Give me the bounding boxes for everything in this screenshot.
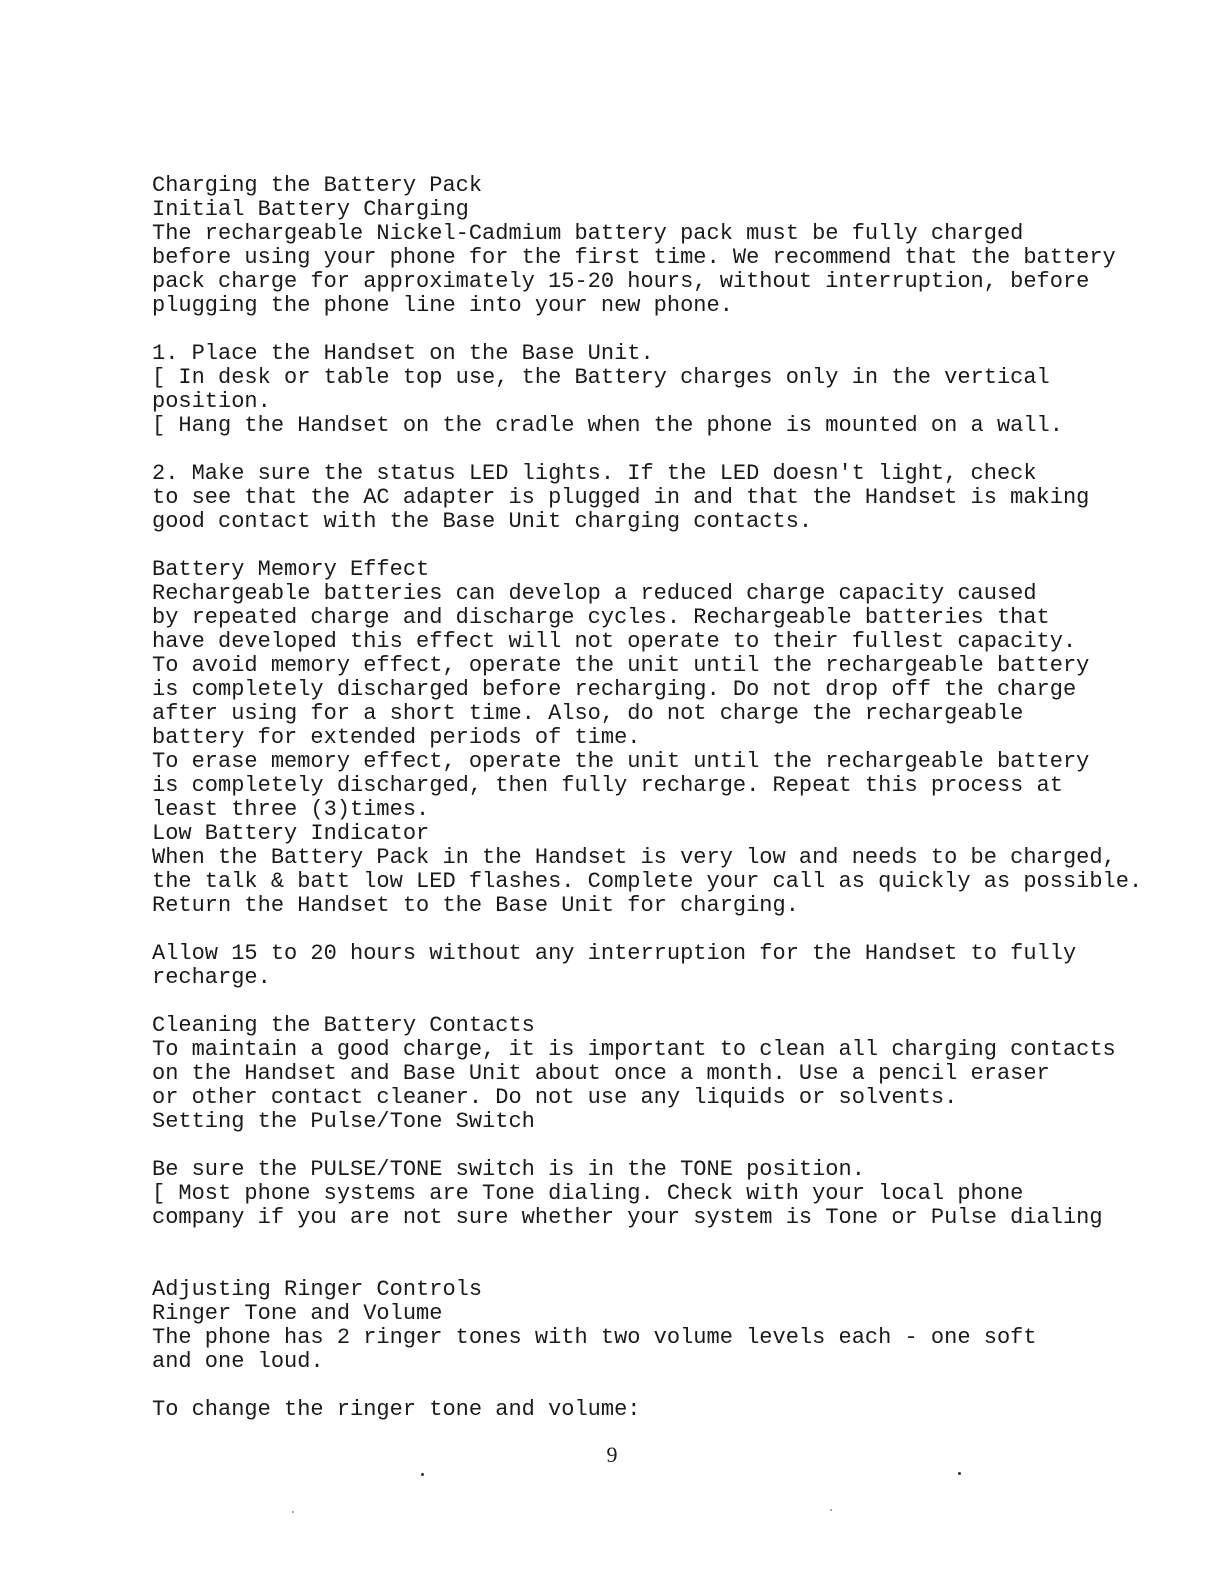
step-2-line: 2. Make sure the status LED lights. If the LED doesn't light, check bbox=[152, 461, 1037, 486]
paragraph-line: battery for extended periods of time. bbox=[152, 725, 641, 750]
section-memory-effect bbox=[152, 557, 1143, 918]
note-line: [ Most phone systems are Tone dialing. Check with your local phone bbox=[152, 1181, 1024, 1206]
section-change-ringer bbox=[152, 1398, 1112, 1422]
section-ringer-controls bbox=[152, 1278, 1112, 1374]
section-step-2 bbox=[152, 462, 1112, 534]
blank-lines bbox=[152, 1230, 1112, 1278]
blank-line bbox=[152, 534, 1112, 558]
section-charging bbox=[152, 173, 1116, 318]
paragraph-line: the talk & batt low LED flashes. Complete your call as quickly as possible. bbox=[152, 869, 1143, 894]
heading-battery-memory-effect: Battery Memory Effect bbox=[152, 557, 430, 582]
paragraph-line: The phone has 2 ringer tones with two volume levels each - one soft bbox=[152, 1325, 1037, 1350]
section-recharge-time bbox=[152, 942, 1112, 990]
paragraph-line: Be sure the PULSE/TONE switch is in the TONE position. bbox=[152, 1157, 865, 1182]
blank-line bbox=[152, 1374, 1112, 1398]
paragraph-line: or other contact cleaner. Do not use any liquids or solvents. bbox=[152, 1085, 958, 1110]
paragraph-line: To avoid memory effect, operate the unit until the rechargeable battery bbox=[152, 653, 1090, 678]
heading-pulse-tone-switch: Setting the Pulse/Tone Switch bbox=[152, 1109, 535, 1134]
scan-speck bbox=[292, 1511, 294, 1513]
paragraph-line: Return the Handset to the Base Unit for charging. bbox=[152, 893, 799, 918]
section-cleaning-contacts bbox=[152, 1013, 1116, 1134]
document-body bbox=[152, 173, 1143, 1422]
paragraph-line: To change the ringer tone and volume: bbox=[152, 1397, 641, 1422]
paragraph-line: The rechargeable Nickel-Cadmium battery pack must be fully charged bbox=[152, 221, 1024, 246]
subheading-ringer-tone-volume: Ringer Tone and Volume bbox=[152, 1301, 443, 1326]
paragraph-line: To maintain a good charge, it is important to clean all charging contacts bbox=[152, 1037, 1116, 1062]
section-tone-position bbox=[152, 1158, 1112, 1230]
paragraph-line: by repeated charge and discharge cycles. Rechargeable batteries that bbox=[152, 605, 1050, 630]
note-line: company if you are not sure whether your system is Tone or Pulse dialing bbox=[152, 1205, 1103, 1230]
scan-speck bbox=[958, 1472, 961, 1475]
paragraph-line: good contact with the Base Unit charging contacts. bbox=[152, 509, 813, 534]
heading-adjusting-ringer-controls: Adjusting Ringer Controls bbox=[152, 1277, 483, 1302]
paragraph-line: have developed this effect will not operate to their fullest capacity. bbox=[152, 629, 1077, 654]
blank-line bbox=[152, 990, 1112, 1014]
blank-line bbox=[152, 438, 1112, 462]
heading-charging-battery-pack: Charging the Battery Pack bbox=[152, 173, 483, 198]
blank-line bbox=[152, 318, 1112, 342]
paragraph-line: before using your phone for the first time. We recommend that the battery bbox=[152, 245, 1116, 270]
paragraph-line: is completely discharged before recharging. Do not drop off the charge bbox=[152, 677, 1077, 702]
heading-cleaning-battery-contacts: Cleaning the Battery Contacts bbox=[152, 1013, 535, 1038]
page-number: 9 bbox=[606, 1442, 618, 1467]
note-line: [ In desk or table top use, the Battery charges only in the vertical bbox=[152, 365, 1050, 390]
paragraph-line: When the Battery Pack in the Handset is very low and needs to be charged, bbox=[152, 845, 1116, 870]
paragraph-line: pack charge for approximately 15-20 hours, without interruption, before bbox=[152, 269, 1090, 294]
paragraph-line: to see that the AC adapter is plugged in and that the Handset is making bbox=[152, 485, 1090, 510]
blank-line bbox=[152, 1134, 1112, 1158]
scan-speck bbox=[421, 1473, 424, 1476]
subheading-initial-charging: Initial Battery Charging bbox=[152, 197, 469, 222]
paragraph-line: on the Handset and Base Unit about once a month. Use a pencil eraser bbox=[152, 1061, 1050, 1086]
step-1-line: 1. Place the Handset on the Base Unit. bbox=[152, 341, 654, 366]
paragraph-line: and one loud. bbox=[152, 1349, 324, 1374]
paragraph-line: plugging the phone line into your new phone. bbox=[152, 293, 733, 318]
paragraph-line: Rechargeable batteries can develop a reduced charge capacity caused bbox=[152, 581, 1037, 606]
paragraph-line: To erase memory effect, operate the unit until the rechargeable battery bbox=[152, 749, 1090, 774]
paragraph-line: least three (3)times. bbox=[152, 797, 430, 822]
paragraph-line: recharge. bbox=[152, 965, 271, 990]
note-line: position. bbox=[152, 389, 271, 414]
paragraph-line: after using for a short time. Also, do not charge the rechargeable bbox=[152, 701, 1024, 726]
paragraph-line: is completely discharged, then fully recharge. Repeat this process at bbox=[152, 773, 1063, 798]
heading-low-battery-indicator: Low Battery Indicator bbox=[152, 821, 430, 846]
paragraph-line: Allow 15 to 20 hours without any interruption for the Handset to fully bbox=[152, 941, 1077, 966]
note-line: [ Hang the Handset on the cradle when the phone is mounted on a wall. bbox=[152, 413, 1063, 438]
scan-speck bbox=[830, 1509, 832, 1511]
section-step-1 bbox=[152, 342, 1112, 438]
blank-line bbox=[152, 918, 1112, 942]
